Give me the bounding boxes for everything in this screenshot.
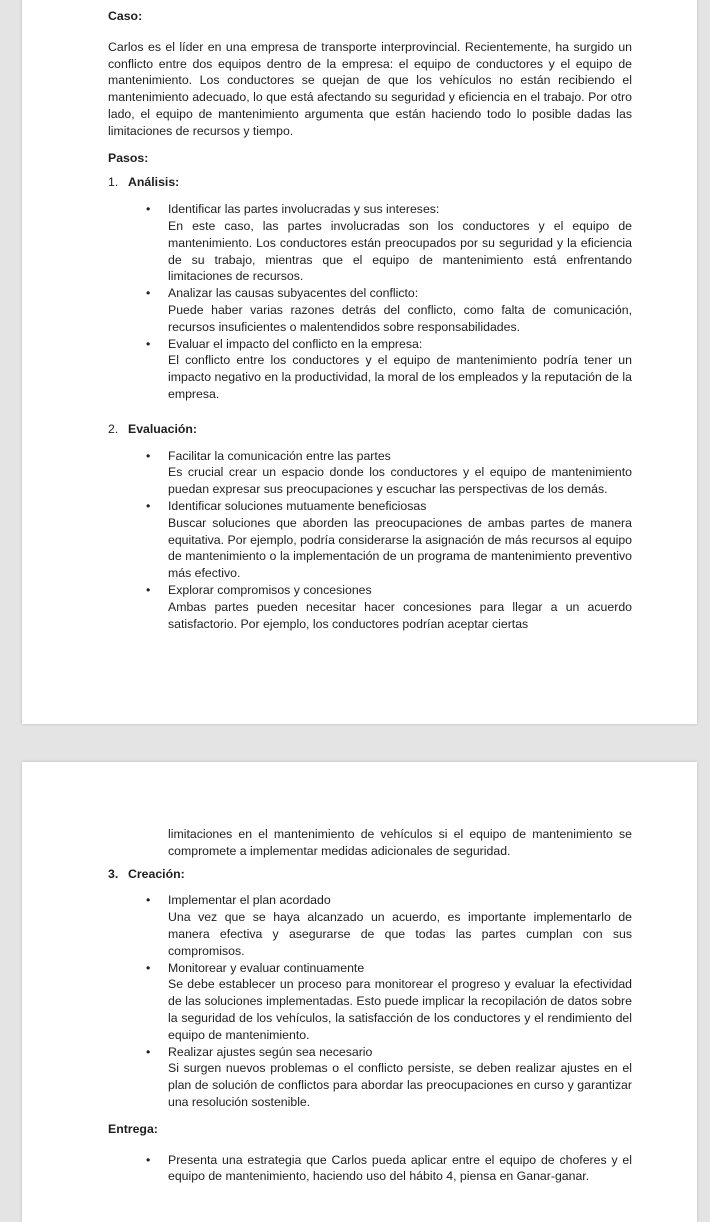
list-item [108,285,632,335]
document-page-2 [22,762,697,1222]
entrega-list [108,1152,632,1186]
list-item-title: Analizar las causas subyacentes del conflicto: [168,286,419,301]
bullet-icon: • [146,1152,151,1167]
bullet-icon: • [146,286,151,301]
page-1-content [108,8,632,632]
bullet-icon: • [146,893,151,908]
list-item-body: Una vez que se haya alcanzado un acuerdo, es importante implementarlo de manera efectiva y asegurarse de que todas las partes cumplan con sus compromisos. [168,910,632,958]
step-1-list [108,201,632,403]
bullet-icon: • [146,498,151,513]
page-2-content [108,826,632,1185]
list-item [108,960,632,1044]
step-1-heading [108,174,632,191]
list-item-body: El conflicto entre los conductores y el equipo de mantenimiento podría tener un impacto negativo en la productividad, la moral de los empleados y la reputación de la empresa. [168,353,632,401]
list-item-body: Ambas partes pueden necesitar hacer concesiones para llegar a un acuerdo satisfactorio. Por ejemplo, los conductores podrían aceptar ciertas [168,599,632,631]
bullet-icon: • [146,1044,151,1059]
list-item-title: Implementar el plan acordado [168,893,331,908]
list-item [108,498,632,582]
list-item [108,201,632,285]
list-item-body: Si surgen nuevos problemas o el conflicto persiste, se deben realizar ajustes en el plan de solución de conflictos para abordar las preocupaciones en curso y garantizar una resolución sostenible. [168,1061,632,1109]
bullet-icon: • [146,202,151,217]
list-item [108,1152,632,1186]
list-item-body: Puede haber varias razones detrás del conflicto, como falta de comunicación, recursos insuficientes o malentendidos sobre responsabilidades. [168,302,632,334]
step-2-number: 2. [108,421,119,436]
list-item-title: Identificar las partes involucradas y sus intereses: [168,202,440,217]
entrega-label: Entrega: [108,1121,158,1136]
list-item [108,448,632,498]
document-page-1 [22,0,697,724]
step-3-title: Creación: [128,866,185,881]
step-3-list [108,892,632,1110]
step-2-title: Evaluación: [128,421,198,436]
step-3-number: 3. [108,866,119,881]
bullet-icon: • [146,448,151,463]
caso-paragraph: Carlos es el líder en una empresa de transporte interprovincial. Recientemente, ha surgido un conflicto entre dos equipos dentro de la empresa: el equipo de conductores y el equipo de mantenimiento. Los conductores se quejan de que los vehículos no están recibiendo el mantenimiento adecuado, lo que está afectando su seguridad y eficiencia en el trabajo. Por otro lado, el equipo de mantenimiento argumenta que están haciendo todo lo posible dadas las limitaciones de recursos y tiempo. [108,39,632,138]
step-1-title: Análisis: [128,175,180,190]
list-item-title: Monitorear y evaluar continuamente [168,960,365,975]
caso-label: Caso: [108,9,143,23]
list-item-title: Evaluar el impacto del conflicto en la empresa: [168,336,423,351]
bullet-icon: • [146,336,151,351]
pasos-label: Pasos: [108,150,149,165]
entrega-item-text: Presenta una estrategia que Carlos pueda aplicar entre el equipo de choferes y el equipo de mantenimiento, haciendo uso del hábito 4, piensa en Ganar-ganar. [168,1152,632,1184]
list-item [108,336,632,403]
step-2-list [108,448,632,633]
list-item-title: Realizar ajustes según sea necesario [168,1044,373,1059]
step-1-number: 1. [108,175,119,190]
list-item [108,1044,632,1111]
list-item-title: Explorar compromisos y concesiones [168,582,372,597]
list-item-body: Buscar soluciones que aborden las preocupaciones de ambas partes de manera equitativa. Por ejemplo, podría considerarse la asignación de más recursos al equipo de mantenimiento o la implementación de un programa de mantenimiento preventivo más efectivo. [168,515,632,581]
bullet-icon: • [146,960,151,975]
bullet-icon: • [146,582,151,597]
list-item-title: Identificar soluciones mutuamente beneficiosas [168,498,427,513]
step-2-heading [108,421,632,438]
list-item-body: Es crucial crear un espacio donde los conductores y el equipo de mantenimiento puedan expresar sus preocupaciones y escuchar las perspectivas de los demás. [168,465,632,497]
step-3-heading [108,866,632,883]
continuation-text: limitaciones en el mantenimiento de vehículos si el equipo de mantenimiento se compromete a implementar medidas adicionales de seguridad. [168,827,632,858]
list-item-body: En este caso, las partes involucradas son los conductores y el equipo de mantenimiento. Los conductores están preocupados por su seguridad y la eficiencia de su trabajo, mientras que el equipo de mantenimiento está enfrentando limitaciones de recursos. [168,218,632,284]
list-item-title: Facilitar la comunicación entre las partes [168,448,391,463]
list-item-body: Se debe establecer un proceso para monitorear el progreso y evaluar la efectividad de las soluciones implementadas. Esto puede implicar la recopilación de datos sobre la seguridad de los vehículos, la satisfacción de los conductores y el rendimiento del equipo de mantenimiento. [168,977,632,1042]
list-item [108,582,632,632]
list-item [108,892,632,959]
